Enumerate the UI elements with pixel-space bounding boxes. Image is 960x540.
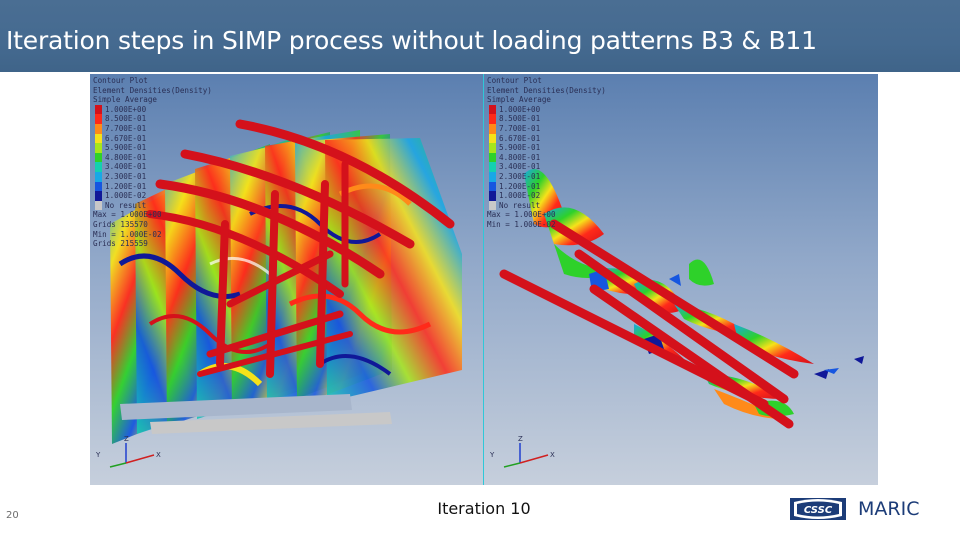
legend-title: Contour Plot xyxy=(487,76,542,85)
scale-row xyxy=(487,162,607,172)
scale-label: 3.400E-01 xyxy=(499,162,541,172)
scale-swatch xyxy=(95,105,102,115)
scale-row xyxy=(93,201,213,211)
scale-row xyxy=(93,191,213,201)
legend-subtitle: Element Densities(Density) xyxy=(93,85,212,95)
axis-z-label: Z xyxy=(124,435,129,443)
title-bar xyxy=(0,0,960,72)
scale-swatch xyxy=(95,201,102,211)
scale-row xyxy=(93,114,213,124)
scale-swatch xyxy=(489,105,496,115)
scale-label: 3.400E-01 xyxy=(105,162,147,172)
stat-max: Max = 1.000E+00 xyxy=(487,210,556,220)
stat-min: Min = 1.000E-02 xyxy=(487,219,556,229)
legend-header xyxy=(93,76,213,105)
scale-label: 2.300E-01 xyxy=(499,171,541,181)
scale-swatch xyxy=(95,172,102,182)
scale-swatch xyxy=(95,134,102,144)
axis-z-label: Z xyxy=(518,435,523,443)
scale-label: 8.500E-01 xyxy=(499,114,541,124)
scale-swatch xyxy=(95,191,102,201)
scale-label: 1.000E+00 xyxy=(499,104,541,114)
contour-viewport-right[interactable] xyxy=(484,74,878,485)
scale-swatch xyxy=(95,153,102,163)
scale-swatch xyxy=(95,124,102,134)
scale-label: 8.500E-01 xyxy=(105,114,147,124)
scale-row xyxy=(487,191,607,201)
scale-row xyxy=(93,134,213,144)
scale-swatch xyxy=(489,114,496,124)
stat-max: Max = 1.000E+00 xyxy=(93,210,162,220)
scale-row xyxy=(93,124,213,134)
axis-x-label: X xyxy=(156,451,161,459)
scale-label: 1.200E-01 xyxy=(499,181,541,191)
legend-scale xyxy=(487,105,607,211)
scale-swatch xyxy=(95,143,102,153)
axis-x-label: X xyxy=(550,451,555,459)
scale-row xyxy=(487,153,607,163)
scale-label: 7.700E-01 xyxy=(499,123,541,133)
scale-swatch xyxy=(489,153,496,163)
scale-swatch xyxy=(95,182,102,192)
logo-text: CSSC xyxy=(803,505,833,516)
scale-swatch xyxy=(489,182,496,192)
legend-averaging: Simple Average xyxy=(93,95,158,105)
brand-name: MARIC xyxy=(858,498,920,520)
legend-stats xyxy=(487,210,607,229)
scale-swatch xyxy=(95,162,102,172)
stat-grids: Grids 135570 xyxy=(93,219,148,229)
scale-row xyxy=(93,182,213,192)
contour-legend-left xyxy=(93,76,213,249)
scale-label: No result xyxy=(105,200,147,210)
scale-label: 1.200E-01 xyxy=(105,181,147,191)
scale-row xyxy=(487,172,607,182)
figure-caption: Iteration 10 xyxy=(437,499,531,518)
scale-row xyxy=(487,143,607,153)
page-number: 20 xyxy=(6,510,19,521)
red-beams-right xyxy=(504,224,794,424)
scale-row xyxy=(93,162,213,172)
scale-swatch xyxy=(489,191,496,201)
scale-label: 5.900E-01 xyxy=(499,143,541,153)
contour-viewport-left[interactable] xyxy=(90,74,484,485)
axis-triad-icon xyxy=(488,433,558,473)
legend-header xyxy=(487,76,607,105)
scale-row xyxy=(93,143,213,153)
scale-label: 1.000E-02 xyxy=(499,191,541,201)
scale-label: 1.000E+00 xyxy=(105,104,147,114)
scale-row xyxy=(487,114,607,124)
contour-legend-right xyxy=(487,76,607,230)
scale-label: No result xyxy=(499,200,541,210)
scale-label: 2.300E-01 xyxy=(105,171,147,181)
scale-swatch xyxy=(489,134,496,144)
scale-swatch xyxy=(489,143,496,153)
cssc-logo-icon xyxy=(788,494,848,524)
scale-label: 4.800E-01 xyxy=(105,152,147,162)
scale-swatch xyxy=(489,201,496,211)
scale-row xyxy=(487,124,607,134)
legend-title: Contour Plot xyxy=(93,76,148,85)
axis-y-label: Y xyxy=(96,451,101,459)
legend-stats xyxy=(93,210,213,248)
scale-label: 1.000E-02 xyxy=(105,191,147,201)
axis-y-label: Y xyxy=(490,451,495,459)
legend-averaging: Simple Average xyxy=(487,95,552,105)
scale-row xyxy=(93,172,213,182)
scale-swatch xyxy=(489,162,496,172)
scale-swatch xyxy=(489,124,496,134)
scale-swatch xyxy=(95,114,102,124)
scale-swatch xyxy=(489,172,496,182)
scale-row xyxy=(487,182,607,192)
scale-label: 5.900E-01 xyxy=(105,143,147,153)
stat-min: Min = 1.000E-02 xyxy=(93,229,162,239)
slide-title: Iteration steps in SIMP process without loading patterns B3 & B11 xyxy=(6,26,817,55)
legend-scale xyxy=(93,105,213,211)
stat-grids: Grids 215559 xyxy=(93,239,148,249)
scale-row xyxy=(487,105,607,115)
scale-row xyxy=(93,105,213,115)
scale-row xyxy=(487,134,607,144)
scale-label: 6.670E-01 xyxy=(105,133,147,143)
scale-row xyxy=(93,153,213,163)
legend-subtitle: Element Densities(Density) xyxy=(487,85,606,95)
scale-label: 4.800E-01 xyxy=(499,152,541,162)
scale-label: 7.700E-01 xyxy=(105,123,147,133)
axis-triad-icon xyxy=(94,433,164,473)
scale-row xyxy=(487,201,607,211)
scale-label: 6.670E-01 xyxy=(499,133,541,143)
